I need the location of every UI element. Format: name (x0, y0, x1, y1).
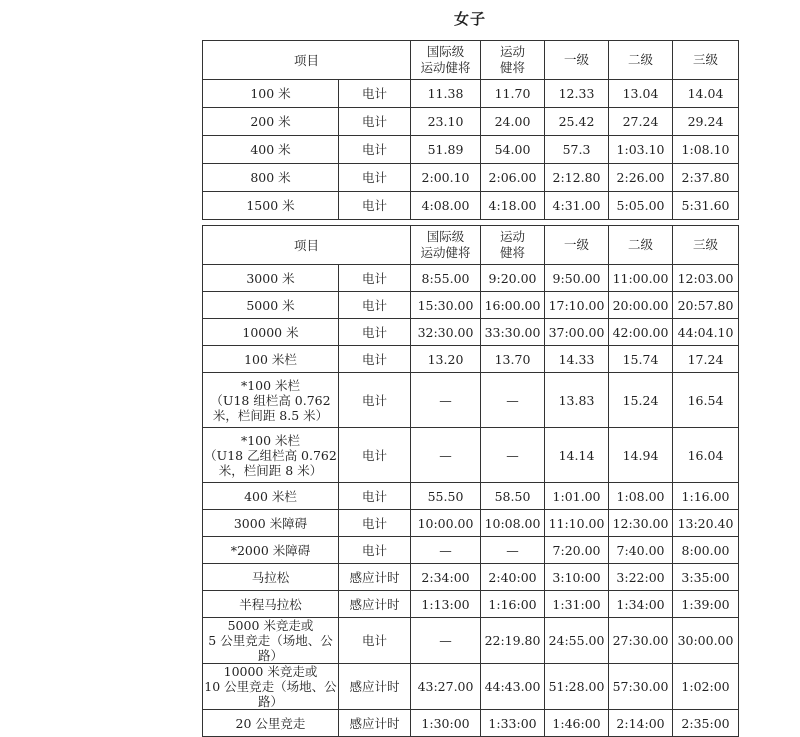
table-row (203, 136, 739, 164)
event-name: 10000 米 (203, 319, 339, 346)
timing-method: 电计 (339, 192, 411, 220)
standard-value: 1:08.00 (609, 483, 673, 510)
standard-value: 1:30:00 (411, 710, 481, 737)
timing-method: 电计 (339, 618, 411, 664)
header-row (203, 226, 739, 265)
event-name: 100 米 (203, 80, 339, 108)
event-name: 1500 米 (203, 192, 339, 220)
standard-value: 13.20 (411, 346, 481, 373)
standard-value: 57.3 (545, 136, 609, 164)
standard-value: 55.50 (411, 483, 481, 510)
event-name: *2000 米障碍 (203, 537, 339, 564)
standard-value: 15.74 (609, 346, 673, 373)
event-name: 3000 米障碍 (203, 510, 339, 537)
table-row (203, 664, 739, 710)
timing-method: 感应计时 (339, 710, 411, 737)
standard-value: 1:01.00 (545, 483, 609, 510)
table-row (203, 164, 739, 192)
table-row (203, 618, 739, 664)
event-name: 5000 米竞走或 5 公里竞走（场地、公路） (203, 618, 339, 664)
event-name: 马拉松 (203, 564, 339, 591)
standard-value: 1:46:00 (545, 710, 609, 737)
standard-value: 11.38 (411, 80, 481, 108)
standard-value: — (411, 537, 481, 564)
standard-value: 1:39:00 (673, 591, 739, 618)
standard-value: 23.10 (411, 108, 481, 136)
event-name: *100 米栏 （U18 组栏高 0.762 米，栏间距 8.5 米） (203, 373, 339, 428)
event-name: 3000 米 (203, 265, 339, 292)
standard-value: 44:43.00 (481, 664, 545, 710)
standard-value: — (411, 428, 481, 483)
standard-value: 1:13:00 (411, 591, 481, 618)
event-name: *100 米栏 （U18 乙组栏高 0.762 米，栏间距 8 米） (203, 428, 339, 483)
standard-value: 2:06.00 (481, 164, 545, 192)
header-level: 二级 (609, 226, 673, 265)
timing-method: 电计 (339, 108, 411, 136)
table-row (203, 373, 739, 428)
event-name: 400 米栏 (203, 483, 339, 510)
standard-value: 1:31:00 (545, 591, 609, 618)
header-level: 三级 (673, 226, 739, 265)
standard-value: 2:37.80 (673, 164, 739, 192)
standard-value: 1:03.10 (609, 136, 673, 164)
standard-value: 13:20.40 (673, 510, 739, 537)
standard-value: 43:27.00 (411, 664, 481, 710)
standard-value: 7:40.00 (609, 537, 673, 564)
standard-value: 3:35:00 (673, 564, 739, 591)
standard-value: 58.50 (481, 483, 545, 510)
standard-value: 5:31.60 (673, 192, 739, 220)
standard-value: 14.14 (545, 428, 609, 483)
event-name: 10000 米竞走或 10 公里竞走（场地、公路） (204, 664, 337, 709)
table-row (203, 510, 739, 537)
table-row (203, 591, 739, 618)
standard-value: 15:30.00 (411, 292, 481, 319)
standard-value: 54.00 (481, 136, 545, 164)
standard-value: 9:20.00 (481, 265, 545, 292)
standard-value: 11.70 (481, 80, 545, 108)
header-item: 项目 (203, 41, 411, 80)
standard-value: 2:35:00 (673, 710, 739, 737)
standard-value: 14.04 (673, 80, 739, 108)
standard-value: 12:03.00 (673, 265, 739, 292)
standard-value: 15.24 (609, 373, 673, 428)
timing-method: 电计 (339, 537, 411, 564)
standard-value: 16.04 (673, 428, 739, 483)
standard-value: 44:04.10 (673, 319, 739, 346)
timing-method: 电计 (339, 164, 411, 192)
standard-value: 12.33 (545, 80, 609, 108)
standard-value: 30:00.00 (673, 618, 739, 664)
standard-value: 3:10:00 (545, 564, 609, 591)
standard-value: 20:57.80 (673, 292, 739, 319)
standard-value: 2:40:00 (481, 564, 545, 591)
table-row (203, 346, 739, 373)
table-row (203, 483, 739, 510)
standard-value: 12:30.00 (609, 510, 673, 537)
header-level: 一级 (545, 41, 609, 80)
standard-value: 5:05.00 (609, 192, 673, 220)
standard-value: 13.70 (481, 346, 545, 373)
standard-value: 2:26.00 (609, 164, 673, 192)
standard-value: — (481, 373, 545, 428)
standard-value: 11:00.00 (609, 265, 673, 292)
event-name: 100 米栏 (203, 346, 339, 373)
table-row (203, 108, 739, 136)
standard-value: 3:22:00 (609, 564, 673, 591)
standard-value: 2:12.80 (545, 164, 609, 192)
event-name: 半程马拉松 (203, 591, 339, 618)
table-row (203, 192, 739, 220)
standard-value: 8:55.00 (411, 265, 481, 292)
page-title: 女子 (453, 10, 486, 28)
standard-value: 32:30.00 (411, 319, 481, 346)
timing-method: 感应计时 (339, 591, 411, 618)
header-level: 运动 健将 (481, 226, 545, 265)
timing-method: 电计 (339, 510, 411, 537)
standard-value: 10:08.00 (481, 510, 545, 537)
timing-method: 电计 (339, 136, 411, 164)
standard-value: 20:00.00 (609, 292, 673, 319)
table-row (203, 292, 739, 319)
table-row (203, 564, 739, 591)
standard-value: 4:18.00 (481, 192, 545, 220)
standard-value: 2:14:00 (609, 710, 673, 737)
timing-method: 感应计时 (339, 664, 411, 710)
standard-value: 22:19.80 (481, 618, 545, 664)
header-level: 国际级 运动健将 (411, 41, 481, 80)
table-row (203, 265, 739, 292)
event-name: 400 米 (203, 136, 339, 164)
header-row (203, 41, 739, 80)
standard-value: 27.24 (609, 108, 673, 136)
standard-value: 42:00.00 (609, 319, 673, 346)
timing-method: 电计 (339, 292, 411, 319)
standard-value: 2:34:00 (411, 564, 481, 591)
timing-method: 电计 (339, 483, 411, 510)
standard-value: 24:55.00 (545, 618, 609, 664)
standard-value: 37:00.00 (545, 319, 609, 346)
header-level: 一级 (545, 226, 609, 265)
timing-method: 电计 (339, 265, 411, 292)
standard-value: 27:30.00 (609, 618, 673, 664)
timing-method: 电计 (339, 346, 411, 373)
table-row (203, 710, 739, 737)
standard-value: 17:10.00 (545, 292, 609, 319)
standard-value: 33:30.00 (481, 319, 545, 346)
timing-method: 电计 (339, 80, 411, 108)
standard-value: 51:28.00 (545, 664, 609, 710)
event-name: 5000 米 (203, 292, 339, 319)
standards-table-2 (202, 225, 739, 737)
standard-value: 17.24 (673, 346, 739, 373)
standard-value: 7:20.00 (545, 537, 609, 564)
standard-value: 1:33:00 (481, 710, 545, 737)
timing-method: 电计 (339, 319, 411, 346)
standard-value: 16.54 (673, 373, 739, 428)
header-level: 二级 (609, 41, 673, 80)
standard-value: — (411, 373, 481, 428)
standard-value: 24.00 (481, 108, 545, 136)
standard-value: 14.33 (545, 346, 609, 373)
standard-value: — (481, 537, 545, 564)
header-level: 三级 (673, 41, 739, 80)
table-row (203, 319, 739, 346)
standard-value: 1:16:00 (481, 591, 545, 618)
standard-value: 1:16.00 (673, 483, 739, 510)
standard-value: 8:00.00 (673, 537, 739, 564)
table-row (203, 537, 739, 564)
standard-value: 2:00.10 (411, 164, 481, 192)
standard-value: 29.24 (673, 108, 739, 136)
event-name: 800 米 (203, 164, 339, 192)
standard-value: 14.94 (609, 428, 673, 483)
standard-value: 4:08.00 (411, 192, 481, 220)
standard-value: 9:50.00 (545, 265, 609, 292)
header-level: 国际级 运动健将 (411, 226, 481, 265)
event-name: 200 米 (203, 108, 339, 136)
standard-value: 4:31.00 (545, 192, 609, 220)
table-row (203, 80, 739, 108)
standard-value: 13.83 (545, 373, 609, 428)
standard-value: — (481, 428, 545, 483)
standard-value: — (411, 618, 481, 664)
standard-value: 1:34:00 (609, 591, 673, 618)
standard-value: 10:00.00 (411, 510, 481, 537)
standard-value: 57:30.00 (609, 664, 673, 710)
standard-value: 16:00.00 (481, 292, 545, 319)
header-level: 运动 健将 (481, 41, 545, 80)
standard-value: 51.89 (411, 136, 481, 164)
standard-value: 1:02:00 (673, 664, 739, 710)
timing-method: 感应计时 (339, 564, 411, 591)
header-item: 项目 (203, 226, 411, 265)
table-row (203, 428, 739, 483)
timing-method: 电计 (339, 428, 411, 483)
standard-value: 13.04 (609, 80, 673, 108)
event-name: 20 公里竞走 (203, 710, 339, 737)
standards-table-1 (202, 40, 739, 220)
standard-value: 1:08.10 (673, 136, 739, 164)
standard-value: 11:10.00 (545, 510, 609, 537)
standard-value: 25.42 (545, 108, 609, 136)
timing-method: 电计 (339, 373, 411, 428)
